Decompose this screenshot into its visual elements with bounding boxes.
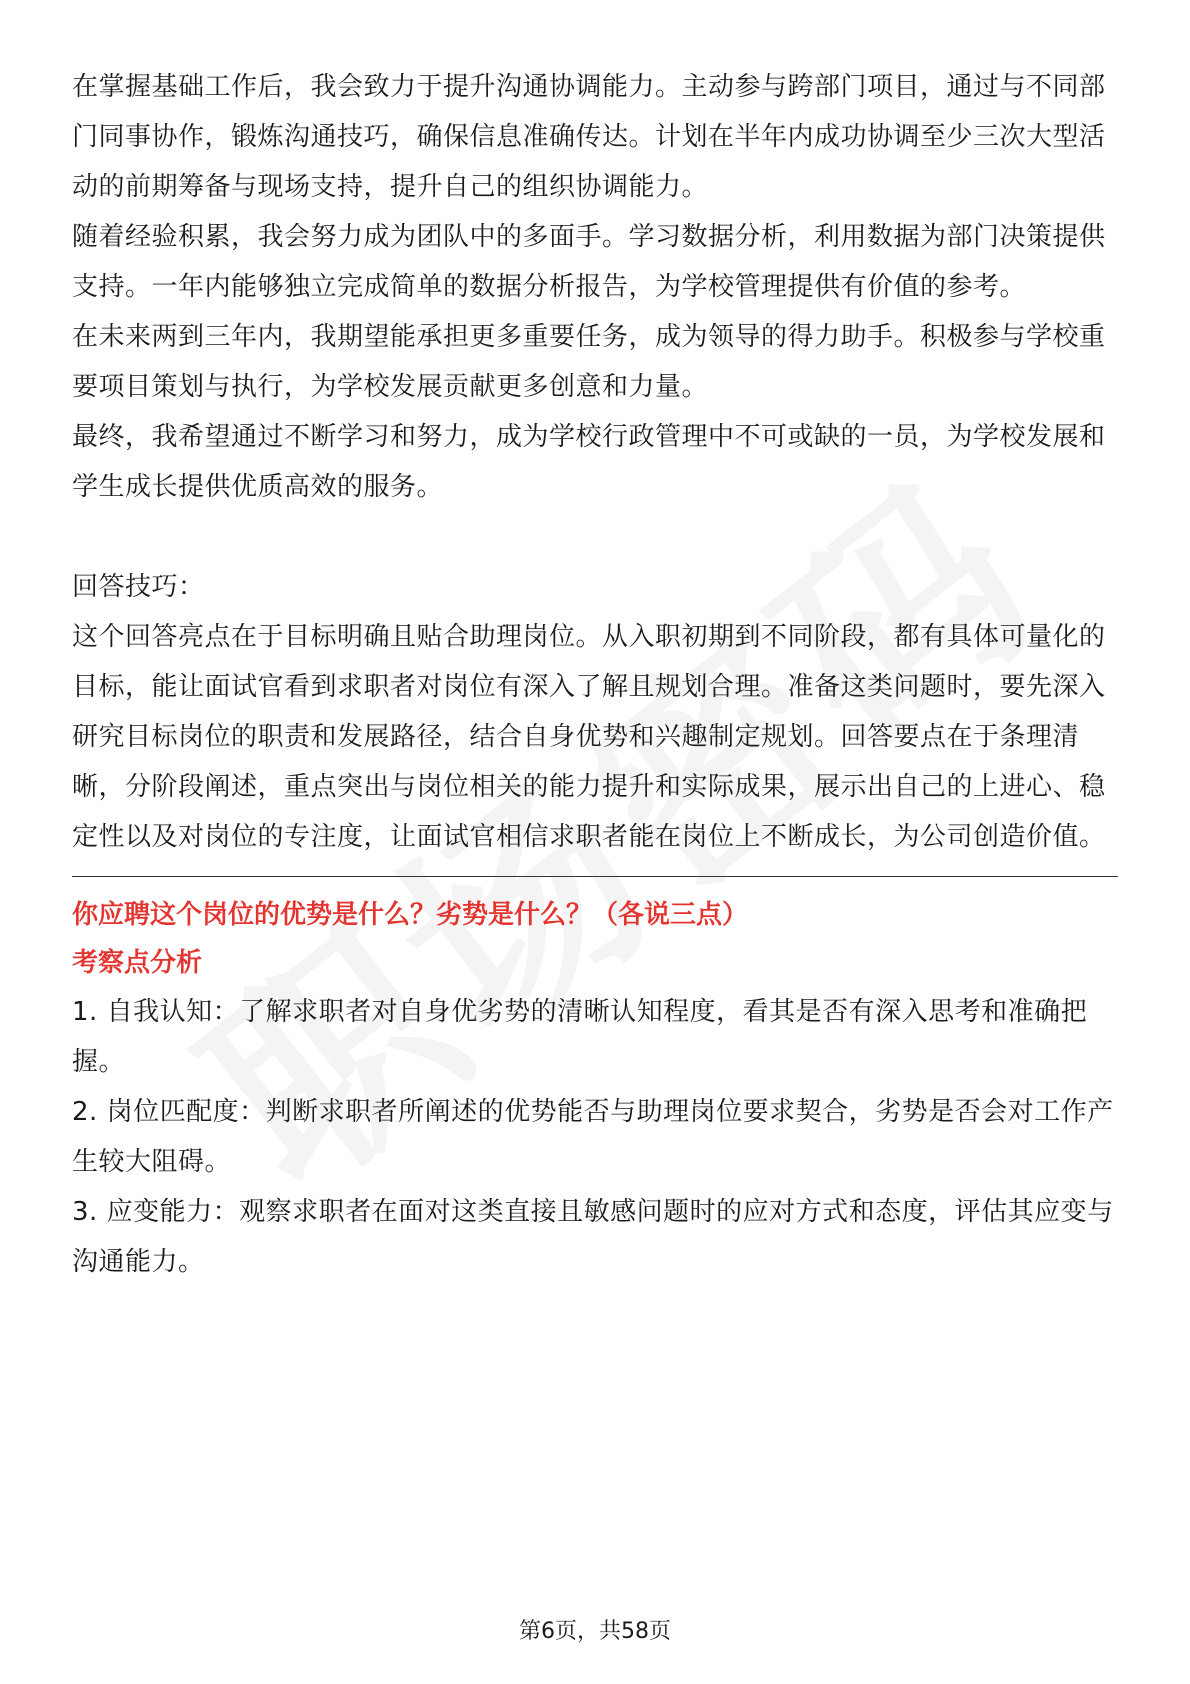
spacer bbox=[72, 512, 1118, 562]
analysis-point: 2. 岗位匹配度：判断求职者所阐述的优势能否与助理岗位要求契合，劣势是否会对工作产生较大阻碍。 bbox=[72, 1097, 1114, 1177]
document-body bbox=[72, 62, 1118, 1287]
section-divider bbox=[72, 876, 1118, 877]
analysis-point: 1. 自我认知：了解求职者对自身优劣势的清晰认知程度，看其是否有深入思考和准确把握。 bbox=[72, 997, 1088, 1077]
paragraph: 随着经验积累，我会努力成为团队中的多面手。学习数据分析，利用数据为部门决策提供支持。一年内能够独立完成简单的数据分析报告，为学校管理提供有价值的参考。 bbox=[72, 222, 1106, 302]
page-number: 第6页，共58页 bbox=[519, 1619, 671, 1644]
tips-label: 回答技巧： bbox=[72, 572, 205, 602]
question-title: 你应聘这个岗位的优势是什么？劣势是什么？（各说三点） bbox=[72, 900, 749, 930]
paragraph: 在掌握基础工作后，我会致力于提升沟通协调能力。主动参与跨部门项目，通过与不同部门同事协作，锻炼沟通技巧，确保信息准确传达。计划在半年内成功协调至少三次大型活动的前期筹备与现场支持，提升自己的组织协调能力。 bbox=[72, 72, 1106, 202]
analysis-point: 3. 应变能力：观察求职者在面对这类直接且敏感问题时的应对方式和态度，评估其应变与沟通能力。 bbox=[72, 1197, 1114, 1277]
analysis-title: 考察点分析 bbox=[72, 948, 203, 978]
paragraph: 在未来两到三年内，我期望能承担更多重要任务，成为领导的得力助手。积极参与学校重要项目策划与执行，为学校发展贡献更多创意和力量。 bbox=[72, 322, 1106, 402]
paragraph: 最终，我希望通过不断学习和努力，成为学校行政管理中不可或缺的一员，为学校发展和学生成长提供优质高效的服务。 bbox=[72, 422, 1106, 502]
tips-text: 这个回答亮点在于目标明确且贴合助理岗位。从入职初期到不同阶段，都有具体可量化的目标，能让面试官看到求职者对岗位有深入了解且规划合理。准备这类问题时，要先深入研究目标岗位的职责和发展路径，结合自身优势和兴趣制定规划。回答要点在于条理清晰，分阶段阐述，重点突出与岗位相关的能力提升和实际成果，展示出自己的上进心、稳定性以及对岗位的专注度，让面试官相信求职者能在岗位上不断成长，为公司创造价值。 bbox=[72, 622, 1106, 852]
